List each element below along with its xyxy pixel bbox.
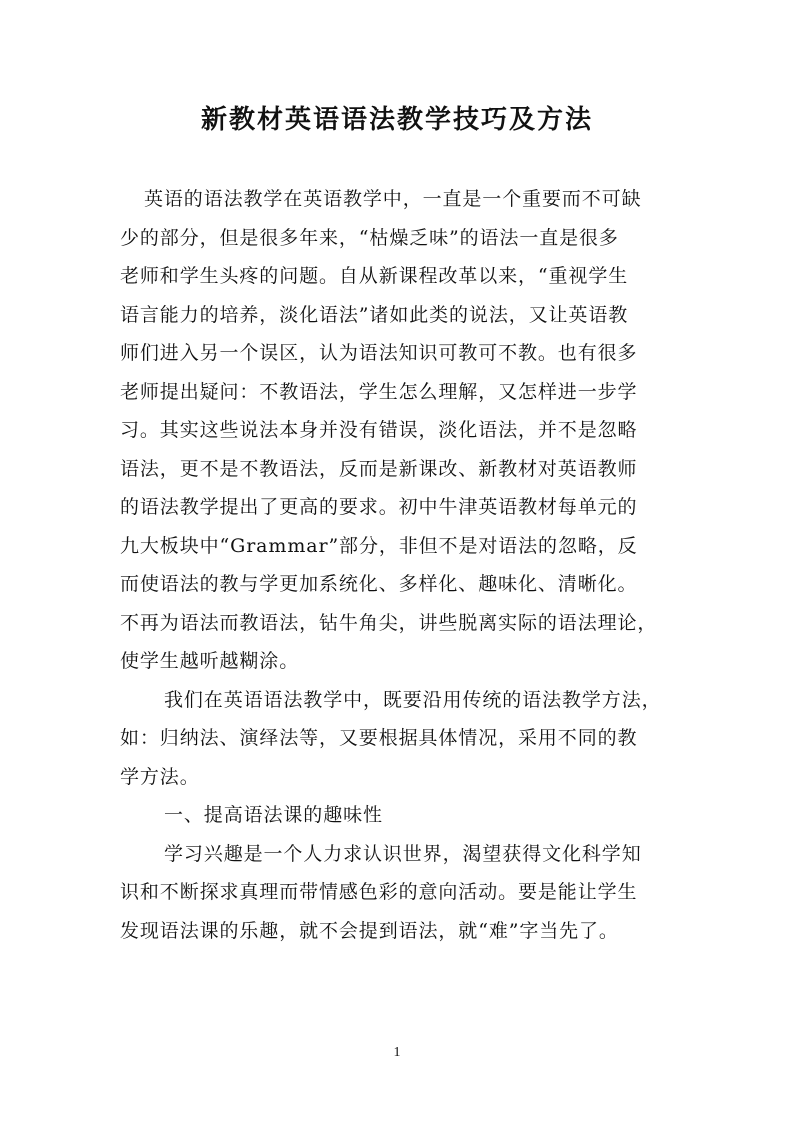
paragraph-line: 语言能力的培养，淡化语法”诸如此类的说法，又让英语教: [120, 303, 629, 326]
paragraph-line: 九大板块中“Grammar”部分，非但不是对语法的忽略，反: [120, 534, 638, 557]
paragraph-line: 发现语法课的乐趣，就不会提到语法，就“难”字当先了。: [120, 919, 619, 942]
paragraph-line: 而使语法的教与学更加系统化、多样化、趣味化、清晰化。: [120, 573, 638, 595]
paragraph-line: 师们进入另一个误区，认为语法知识可教可不教。也有很多: [120, 342, 638, 364]
paragraph-line: 学方法。: [120, 765, 200, 788]
document-body: [120, 187, 680, 957]
paragraph-line: 少的部分，但是很多年来，“枯燥乏味”的语法一直是很多: [120, 226, 619, 249]
section-heading: 一、提高语法课的趣味性: [164, 804, 383, 826]
paragraph-line: 老师提出疑问：不教语法，学生怎么理解，又怎样进一步学: [120, 380, 638, 403]
paragraph-line: 语法，更不是不教语法，反而是新课改、新教材对英语教师: [120, 457, 638, 480]
paragraph-line: 如：归纳法、演绎法等，又要根据具体情况，采用不同的教: [120, 727, 638, 749]
paragraph-line: 英语的语法教学在英语教学中，一直是一个重要而不可缺: [144, 188, 642, 210]
paragraph-line: 老师和学生头疼的问题。自从新课程改革以来，“重视学生: [120, 265, 629, 287]
paragraph-line: 习。其实这些说法本身并没有错误，淡化语法，并不是忽略: [120, 419, 638, 441]
paragraph-line: 使学生越听越糊涂。: [120, 650, 300, 672]
paragraph-line: 不再为语法而教语法，钻牛角尖，讲些脱离实际的语法理论，: [120, 611, 658, 634]
paragraph-line: 我们在英语语法教学中，既要沿用传统的语法教学方法，: [164, 688, 662, 711]
document-title: 新教材英语语法教学技巧及方法: [200, 105, 593, 135]
paragraph-line: 的语法教学提出了更高的要求。初中牛津英语教材每单元的: [120, 496, 638, 518]
paragraph-line: 学习兴趣是一个人力求认识世界，渴望获得文化科学知: [164, 842, 642, 865]
page-number: 1: [393, 1045, 401, 1060]
paragraph-line: 识和不断探求真理而带情感色彩的意向活动。要是能让学生: [120, 881, 638, 903]
